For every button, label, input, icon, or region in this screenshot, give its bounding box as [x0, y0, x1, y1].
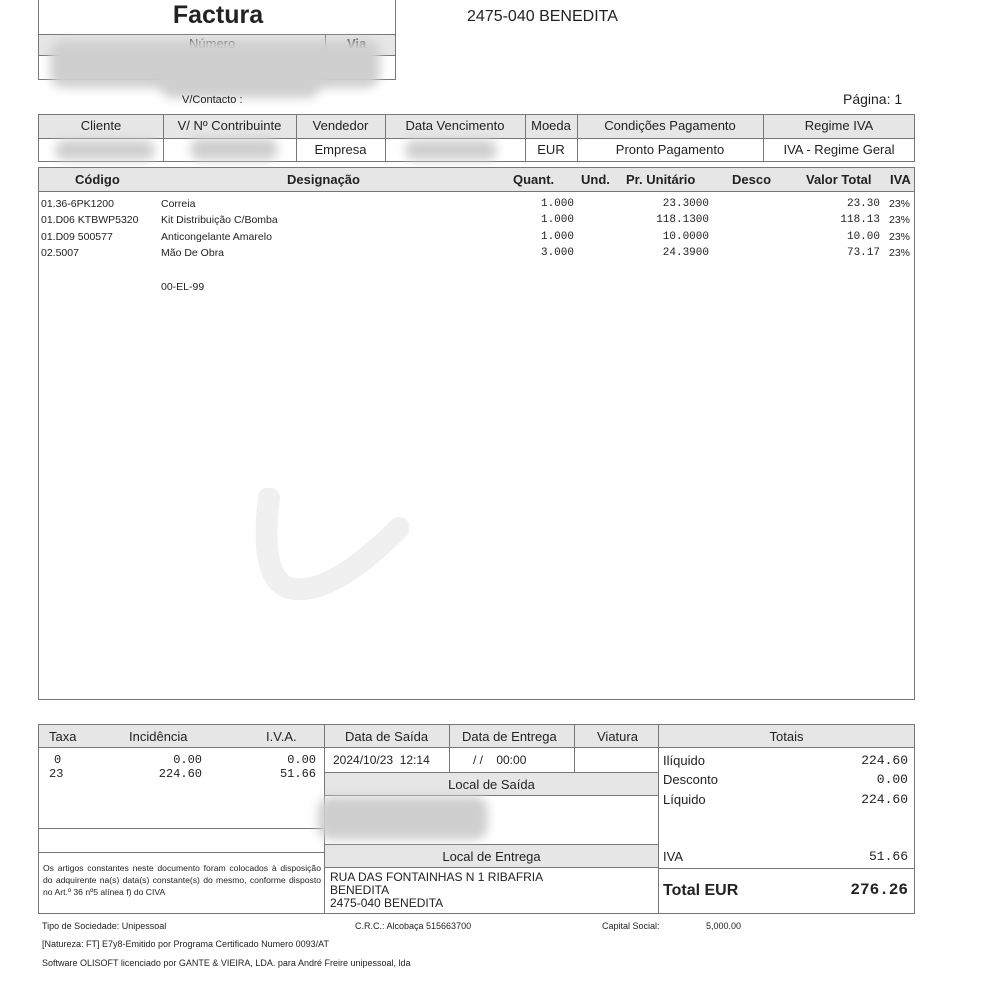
col-header-quant: Quant.: [513, 172, 555, 187]
footer-capital-value: 5,000.00: [706, 921, 742, 931]
item-quant: 1.000: [540, 214, 574, 226]
item-valor-total: 23.30: [846, 198, 880, 210]
entrega-address: [330, 871, 543, 910]
footer-capital-label: Capital Social:: [602, 921, 660, 931]
tax-taxa: 0: [54, 753, 62, 767]
info-header: Regime IVA: [804, 118, 874, 133]
item-quant: 1.000: [540, 198, 574, 210]
col-header-designacao: Designação: [287, 172, 360, 187]
table-row: [39, 198, 914, 214]
page-number-value: 1: [894, 91, 903, 107]
tax-taxa: 23: [49, 767, 64, 781]
col-header-desco: Desco: [732, 172, 772, 187]
data-entrega-label: Data de Entrega: [462, 729, 557, 744]
item-iva: 23%: [889, 198, 911, 210]
redaction: [405, 140, 497, 160]
tax-iva: 51.66: [279, 767, 316, 781]
page-number: [843, 91, 902, 107]
item-note: 00-EL-99: [161, 281, 205, 293]
data-saida-label: Data de Saída: [345, 729, 429, 744]
tax-incidencia: 0.00: [173, 753, 202, 767]
info-value: Empresa: [314, 142, 367, 157]
entrega-address-line: RUA DAS FONTAINHAS N 1 RIBAFRIA: [330, 870, 544, 884]
item-codigo: 01.D06 KTBWP5320: [41, 214, 139, 226]
iva-label: IVA: [663, 849, 683, 864]
liquido-label: Líquido: [663, 792, 706, 807]
item-codigo: 01.36-6PK1200: [41, 198, 114, 210]
iliquido-value: 224.60: [861, 753, 908, 768]
iliquido-label: Ilíquido: [663, 753, 705, 768]
item-valor-total: 10.00: [846, 231, 880, 243]
footer-software: Software OLISOFT licenciado por GANTE & VIEIRA, LDA. para André Freire unipessoal, lda: [42, 958, 411, 968]
tax-box: [38, 724, 325, 914]
info-header: Data Vencimento: [405, 118, 505, 133]
item-quant: 3.000: [540, 247, 574, 259]
address-line: 2475-040 BENEDITA: [467, 8, 618, 25]
liquido-value: 224.60: [861, 792, 908, 807]
info-value: IVA - Regime Geral: [783, 142, 895, 157]
data-saida-value: 2024/10/23 12:14: [333, 753, 430, 767]
footer-crc: C.R.C.: Alcobaça 515663700: [355, 921, 472, 931]
info-value: Pronto Pagamento: [615, 142, 725, 157]
table-row: [39, 231, 914, 247]
item-iva: 23%: [889, 231, 911, 243]
availability-notice: Os artigos constantes neste documento foram colocados à disposição do adquirente na(s) data(s) constante(s) do mesmo, conforme disposto no Art.º 36 nº5 alínea f) do CIVA: [43, 863, 321, 897]
tax-header-iva: I.V.A.: [266, 729, 297, 744]
info-header: V/ Nº Contribuinte: [177, 118, 282, 133]
data-entrega-value: / / 00:00: [473, 753, 527, 767]
page-title: Factura: [172, 1, 264, 29]
entrega-address-line: 2475-040 BENEDITA: [330, 896, 444, 910]
info-header: Moeda: [531, 118, 571, 133]
item-designacao: Kit Distribuição C/Bomba: [161, 214, 278, 226]
items-table: [38, 167, 915, 700]
footer-tipo: Tipo de Sociedade: Unipessoal: [42, 921, 167, 931]
redaction: [55, 140, 155, 160]
item-pr-unitario: 118.1300: [656, 214, 709, 226]
totals-header: Totais: [769, 729, 804, 744]
item-pr-unitario: 10.0000: [662, 231, 709, 243]
item-valor-total: 73.17: [846, 247, 880, 259]
info-header: Cliente: [80, 118, 122, 133]
col-header-valor-total: Valor Total: [806, 172, 872, 187]
col-header-iva: IVA: [890, 172, 911, 187]
tax-iva: 0.00: [287, 753, 316, 767]
redaction: [190, 138, 278, 160]
item-codigo: 02.5007: [41, 247, 79, 259]
desconto-value: 0.00: [876, 772, 908, 787]
col-header-codigo: Código: [75, 172, 120, 187]
total-value: 276.26: [850, 881, 908, 899]
col-header-und: Und.: [581, 172, 610, 187]
tax-incidencia: 224.60: [158, 767, 202, 781]
contacto-label: V/Contacto :: [182, 94, 243, 106]
item-pr-unitario: 23.3000: [662, 198, 709, 210]
item-codigo: 01.D09 500577: [41, 231, 113, 243]
footer-natureza: [Natureza: FT] E7y8-Emitido por Programa Certificado Numero 0093/AT: [42, 939, 329, 949]
info-header: Vendedor: [312, 118, 369, 133]
item-iva: 23%: [889, 214, 911, 226]
item-quant: 1.000: [540, 231, 574, 243]
item-iva: 23%: [889, 247, 911, 259]
tax-row: [39, 753, 324, 768]
item-designacao: Mão De Obra: [161, 247, 225, 259]
info-value: EUR: [537, 142, 565, 157]
item-valor-total: 118.13: [840, 214, 880, 226]
redaction: [318, 796, 488, 840]
page-number-label: Página:: [843, 91, 891, 107]
item-designacao: Correia: [161, 198, 196, 210]
local-saida-label: Local de Saída: [448, 777, 535, 792]
entrega-address-line: BENEDITA: [330, 883, 390, 897]
info-header: Condições Pagamento: [604, 118, 736, 133]
tax-header-taxa: Taxa: [49, 729, 77, 744]
item-pr-unitario: 24.3900: [662, 247, 709, 259]
totals-box: [658, 724, 915, 914]
desconto-label: Desconto: [663, 772, 718, 787]
tax-row: [39, 767, 324, 782]
checkmark-watermark-icon: [249, 488, 409, 608]
total-label: Total EUR: [663, 882, 739, 899]
local-entrega-label: Local de Entrega: [442, 849, 541, 864]
table-row: [39, 214, 914, 230]
item-designacao: Anticongelante Amarelo: [161, 231, 272, 243]
table-row: [39, 247, 914, 263]
tax-header-incidencia: Incidência: [129, 729, 188, 744]
iva-value: 51.66: [868, 849, 908, 864]
viatura-label: Viatura: [597, 729, 638, 744]
col-header-pr-unitario: Pr. Unitário: [626, 172, 696, 187]
